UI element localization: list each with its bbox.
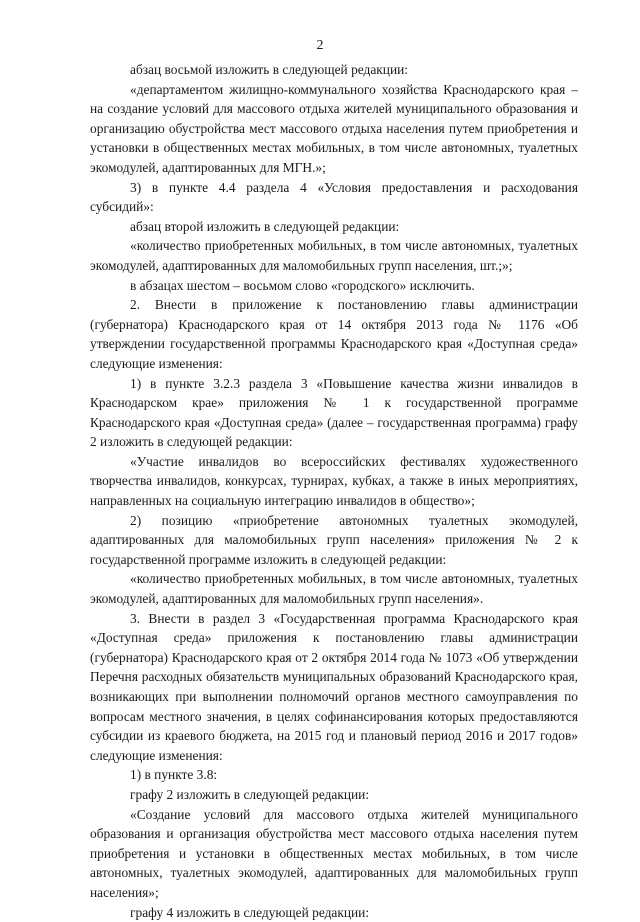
paragraph: «количество приобретенных мобильных, в том числе автономных, туалетных экомодулей, адаптированных для маломобильных групп населения». <box>90 571 578 607</box>
paragraph: «количество приобретенных мобильных, в том числе автономных, туалетных экомодулей, адаптированных для маломобильных групп населения, шт.;»; <box>90 238 578 273</box>
paragraph: 1) в пункте 3.2.3 раздела 3 «Повышение качества жизни инвалидов в Краснодарском крае» приложения № 1 к государственной программе Краснодарского края «Доступная среда» (далее – государственная программа) графу 2 изложить в следующей редакции: <box>90 375 578 450</box>
paragraph: 2) позицию «приобретение автономных туалетных экомодулей, адаптированных для маломобильных групп населения» приложения № 2 к государственной программе изложить в следующей редакции: <box>90 512 578 567</box>
paragraph: графу 4 изложить в следующей редакции: <box>130 904 370 920</box>
paragraph: графу 2 изложить в следующей редакции: <box>130 786 370 802</box>
paragraph: абзац второй изложить в следующей редакции: <box>130 218 400 234</box>
paragraph: 3. Внести в раздел 3 «Государственная программа Краснодарского края «Доступная среда» приложения к постановлению главы администрации (губернатора) Краснодарского края от 2 октября 2014 года № 1073 «Об утверждении Перечня расходных обязательств муниципальных образований Краснодарского края, возникающих при выполнении полномочий органов местного самоуправления по вопросам местного значения, в целях софинансирования которых предоставляются субсидии из краевого бюджета, на 2015 год и плановый период 2016 и 2017 годов» следующие изменения: <box>90 610 578 763</box>
paragraph: «департаментом жилищно-коммунального хозяйства Краснодарского края – на создание условий для массового отдыха жителей муниципального образования и организацию обустройства мест массового отдыха населения путем приобретения и установки в общественных местах мобильных, в том числе автономных, туалетных экомодулей, адаптированных для МГН.»; <box>90 81 578 175</box>
paragraph: 3) в пункте 4.4 раздела 4 «Условия предоставления и расходования субсидий»: <box>90 179 578 215</box>
page-number: 2 <box>316 38 324 53</box>
document-body <box>90 60 578 922</box>
paragraph: «Создание условий для массового отдыха жителей муниципального образования и организация обустройства мест массового отдыха населения путем приобретения и установки в общественных местах мобильных, в том числе автономных, туалетных экомодулей, адаптированных для маломобильных групп населения»; <box>90 806 578 900</box>
paragraph: 1) в пункте 3.8: <box>130 767 218 783</box>
paragraph: в абзацах шестом – восьмом слово «городского» исключить. <box>130 277 475 293</box>
paragraph: 2. Внести в приложение к постановлению главы администрации (губернатора) Краснодарского края от 14 октября 2013 года № 1176 «Об утверждении государственной программы Краснодарского края «Доступная среда» следующие изменения: <box>90 297 578 371</box>
paragraph: «Участие инвалидов во всероссийских фестивалях художественного творчества инвалидов, конкурсах, турнирах, кубках, а также в иных мероприятиях, направленных на социальную интеграцию инвалидов в общество»; <box>90 453 578 509</box>
paragraph: абзац восьмой изложить в следующей редакции: <box>130 62 409 77</box>
